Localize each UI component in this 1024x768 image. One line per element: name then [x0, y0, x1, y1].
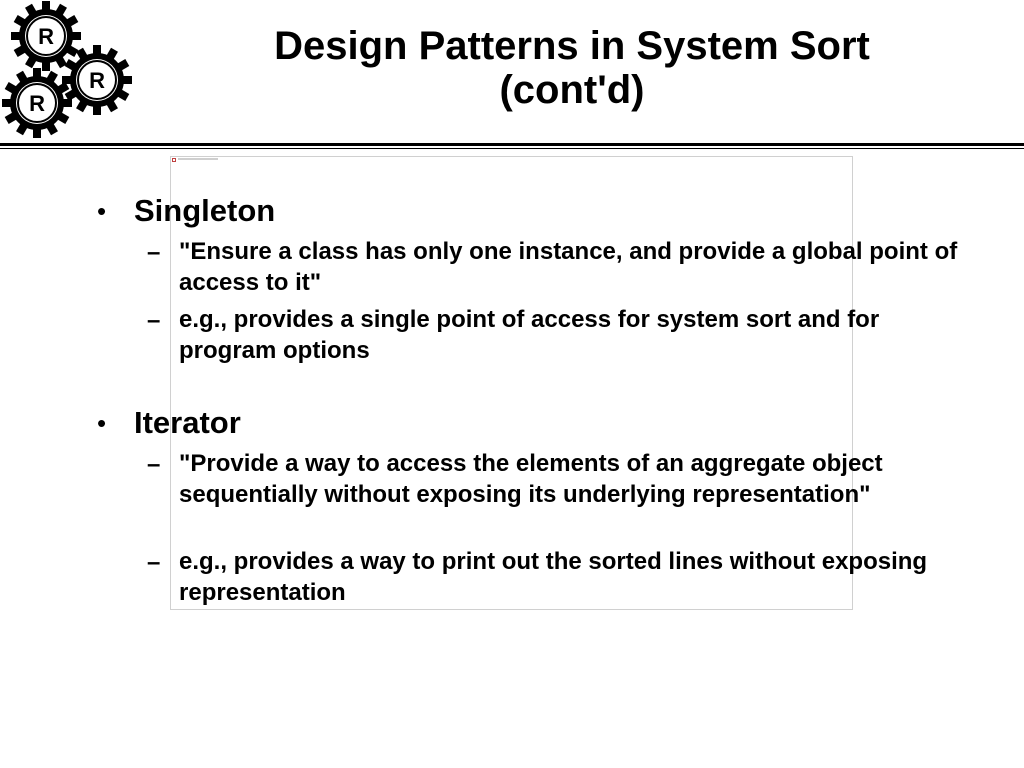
sub-bullet-marker: – — [147, 307, 161, 334]
sub-bullet-marker: – — [147, 239, 161, 266]
bullet-marker: • — [97, 196, 107, 226]
singleton-definition: "Ensure a class has only one instance, and provide a global point of access to it" — [179, 238, 958, 296]
singleton-example: e.g., provides a single point of access for system sort and for program options — [179, 306, 880, 364]
bullet-singleton: Singleton — [134, 193, 276, 228]
bullet-marker: • — [97, 408, 107, 438]
title-line-1: Design Patterns in System Sort — [274, 24, 870, 68]
sub-bullet-marker: – — [147, 549, 161, 576]
iterator-example: e.g., provides a way to print out the sorted lines without exposing representation — [179, 548, 928, 606]
bullet-iterator: Iterator — [134, 405, 241, 440]
iterator-definition: "Provide a way to access the elements of an aggregate object sequentially without exposing its underlying representation" — [179, 450, 883, 508]
gear-letter: R — [29, 91, 45, 116]
gear-letter: R — [89, 68, 105, 93]
sub-bullet-marker: – — [147, 451, 161, 478]
title-line-2: (cont'd) — [499, 68, 645, 112]
gear-letter: R — [38, 24, 54, 49]
